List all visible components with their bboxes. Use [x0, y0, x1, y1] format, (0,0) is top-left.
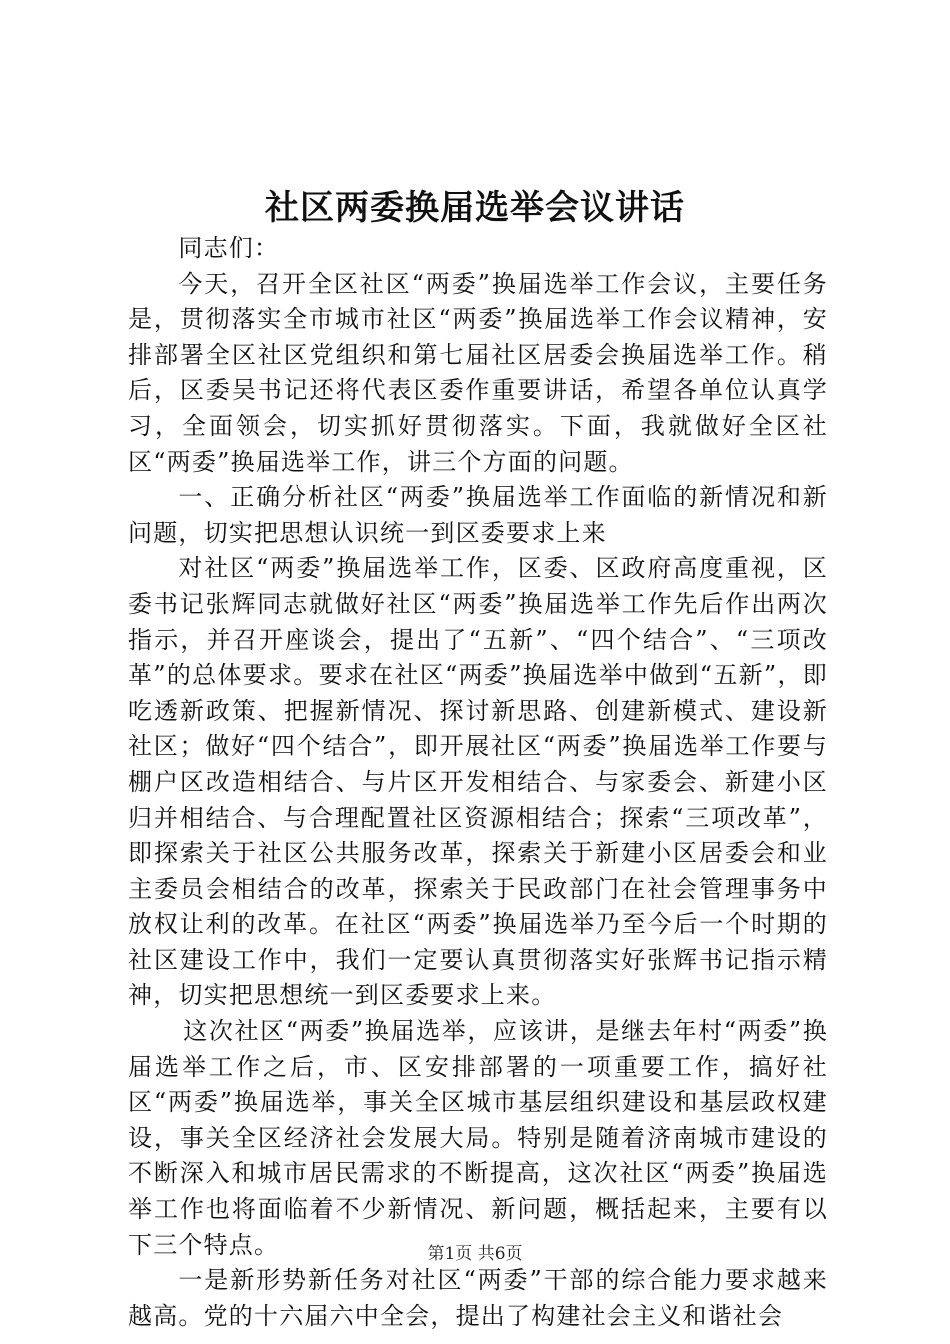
- salutation-paragraph: 同志们：: [178, 234, 280, 262]
- document-title: 社区两委换届选举会议讲话: [265, 188, 685, 228]
- body-paragraph: 对社区“两委”换届选举工作，区委、区政府高度重视，区委书记张辉同志就做好社区“两委”换届选举工作先后作出两次指示，并召开座谈会，提出了“五新”、“四个结合”、“三项改革”的总体要求。要求在社区“两委”换届选举中做到“五新”，即吃透新政策、把握新情况、探讨新思路、创建新模式、建设新社区；做好“四个结合”，即开展社区“两委”换届选举工作要与棚户区改造相结合、与片区开发相结合、与家委会、新建小区归并相结合、与合理配置社区资源相结合；探索“三项改革”，即探索关于社区公共服务改革，探索关于新建小区居委会和业主委员会相结合的改革，探索关于民政部门在社会管理事务中放权让利的改革。在社区“两委”换届选举乃至今后一个时期的社区建设工作中，我们一定要认真贯彻落实好张辉书记指示精神，切实把思想统一到区委要求上来。: [128, 554, 828, 1010]
- section-heading-paragraph: 一、正确分析社区“两委”换届选举工作面临的新情况和新问题，切实把思想认识统一到区委要求上来: [128, 483, 828, 547]
- body-paragraph: 今天，召开全区社区“两委”换届选举工作会议，主要任务是，贯彻落实全市城市社区“两委”换届选举工作会议精神，安排部署全区社区党组织和第七届社区居委会换届选举工作。稍后，区委吴书记还将代表区委作重要讲话，希望各单位认真学习，全面领会，切实抓好贯彻落实。下面，我就做好全区社区“两委”换届选举工作，讲三个方面的问题。: [128, 269, 828, 476]
- body-paragraph: 这次社区“两委”换届选举，应该讲，是继去年村“两委”换届选举工作之后，市、区安排部署的一项重要工作，搞好社区“两委”换届选举，事关全区城市基层组织建设和基层政权建设，事关全区经济社会发展大局。特别是随着济南城市建设的不断深入和城市居民需求的不断提高，这次社区“两委”换届选举工作也将面临着不少新情况、新问题，概括起来，主要有以下三个特点。: [128, 1017, 828, 1259]
- page-number-footer: 第1页 共6页: [427, 1244, 523, 1264]
- document-body: [128, 231, 828, 1334]
- body-paragraph: 一是新形势新任务对社区“两委”干部的综合能力要求越来越高。党的十六届六中全会，提出了构建社会主义和谐社会: [128, 1266, 828, 1330]
